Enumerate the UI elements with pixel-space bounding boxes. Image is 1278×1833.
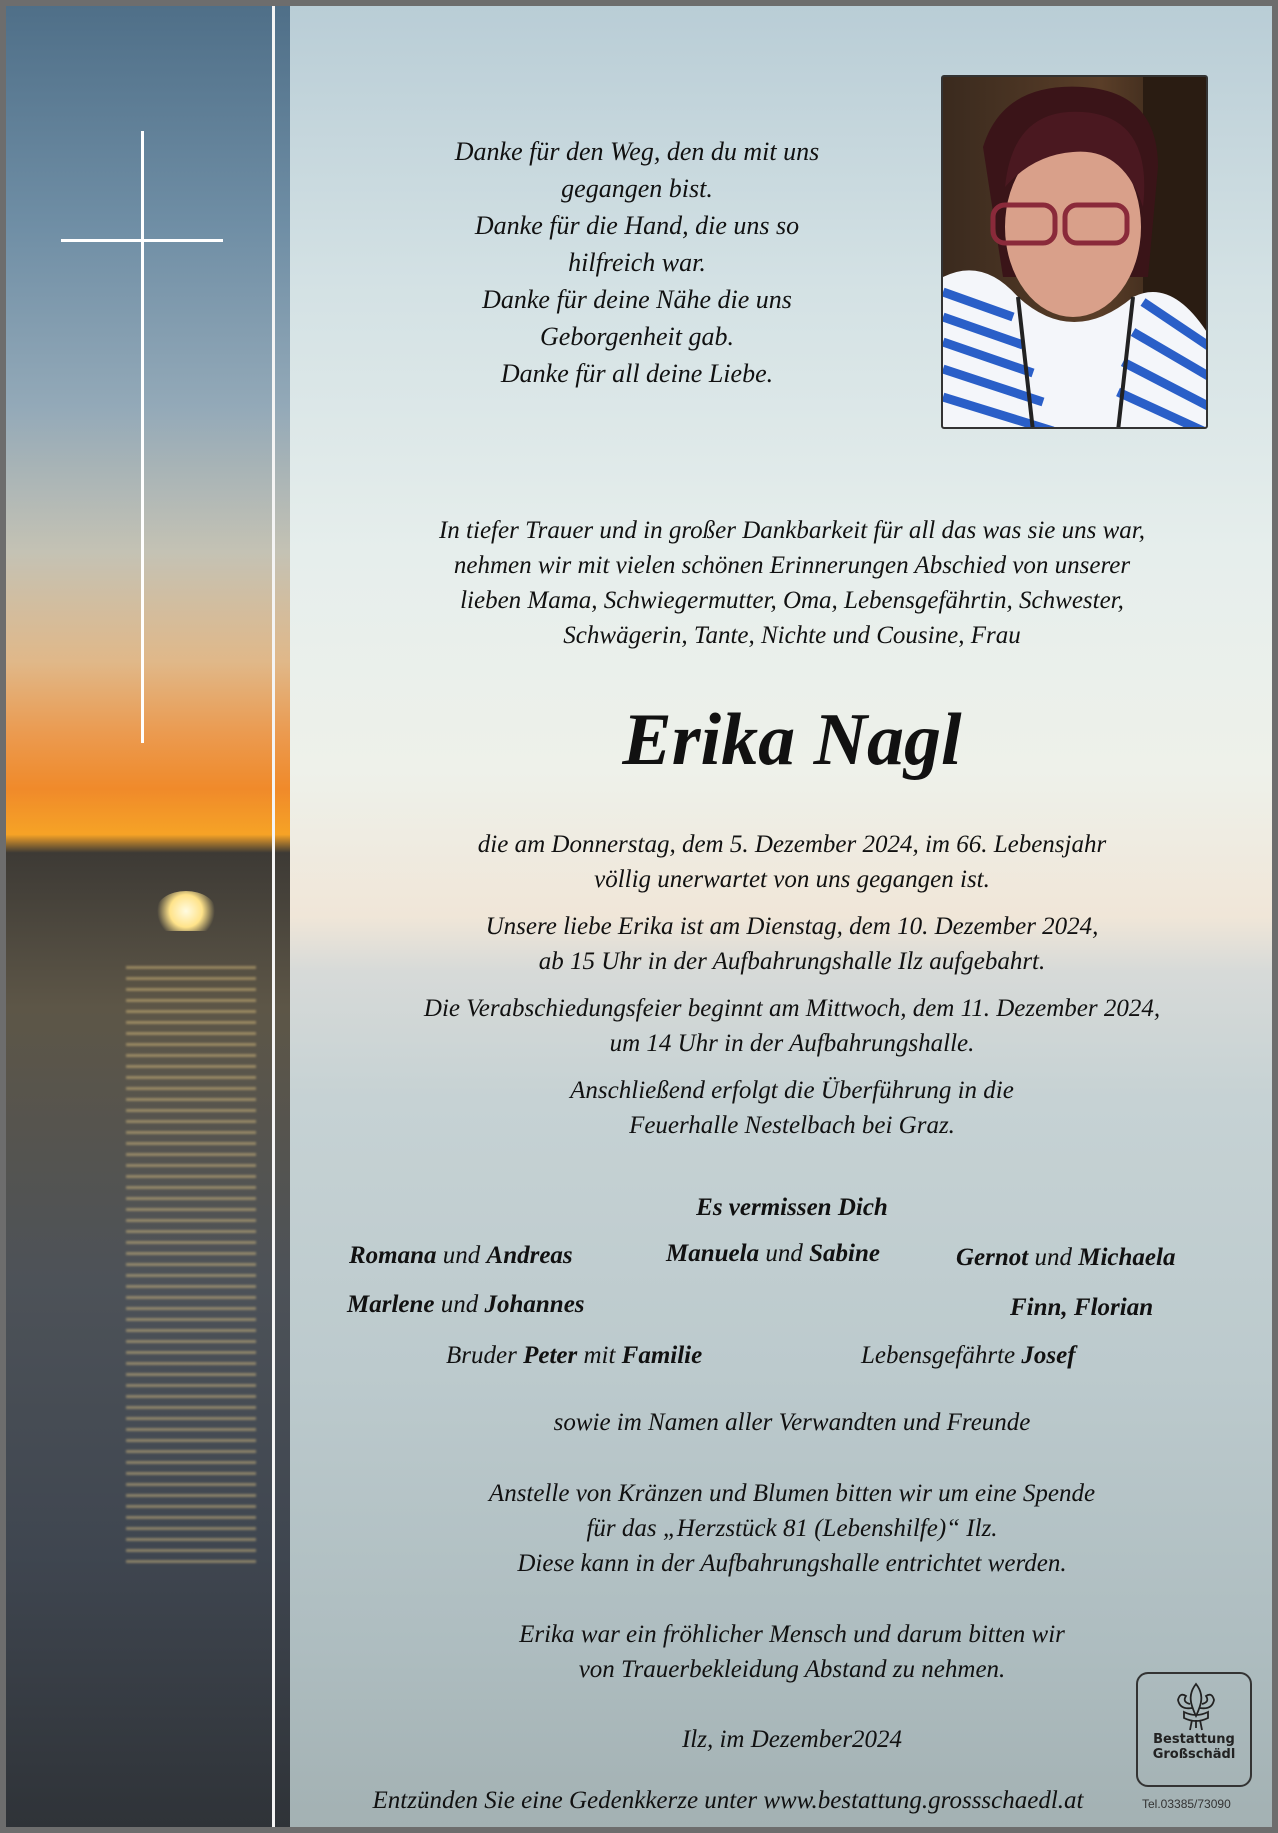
intro-line: lieben Mama, Schwiegermutter, Oma, Lebensgefährtin, Schwester,: [460, 587, 1124, 614]
intro-line: nehmen wir mit vielen schönen Erinnerungen Abschied von unserer: [453, 552, 1131, 579]
mourner-name: Gernot: [956, 1244, 1029, 1271]
mourner-name: Manuela: [666, 1240, 760, 1267]
transfer-details: [570, 1073, 1014, 1143]
logo-text: Bestattung: [1153, 1732, 1235, 1747]
details-line: die am Donnerstag, dem 5. Dezember 2024, im 66. Lebensjahr: [477, 831, 1107, 858]
mourner-name: Michaela: [1078, 1244, 1176, 1271]
request-line: Erika war ein fröhlicher Mensch und darum bitten wir: [519, 1621, 1065, 1648]
attire-request: [519, 1617, 1065, 1687]
conjunction: und: [1034, 1244, 1072, 1271]
mourner-name: Sabine: [809, 1240, 880, 1267]
mourner-name: Romana: [349, 1242, 437, 1269]
mourner-name: Marlene: [347, 1291, 435, 1318]
details-line: Die Verabschiedungsfeier beginnt am Mittwoch, dem 11. Dezember 2024,: [423, 995, 1161, 1022]
donation-line: Diese kann in der Aufbahrungshalle entrichtet werden.: [517, 1550, 1067, 1577]
viewing-details: [486, 909, 1099, 979]
mourner-pair: [666, 1240, 880, 1268]
details-line: Feuerhalle Nestelbach bei Graz.: [629, 1112, 955, 1139]
mourners-heading: Es vermissen Dich: [696, 1194, 888, 1221]
phone-number: Tel.03385/73090: [1142, 1797, 1231, 1811]
sun-reflection: [126, 966, 256, 1566]
place-date: Ilz, im Dezember2024: [681, 1726, 903, 1753]
details-line: ab 15 Uhr in der Aufbahrungshalle Ilz aufgebahrt.: [538, 948, 1046, 975]
donation-request: [489, 1476, 1095, 1581]
conjunction: und: [765, 1240, 803, 1267]
sun: [156, 891, 216, 931]
fleur-de-lis-icon: [1174, 1682, 1218, 1732]
mourner-name: Familie: [621, 1342, 703, 1369]
conjunction: und: [440, 1291, 479, 1318]
intro-line: Schwägerin, Tante, Nichte und Cousine, Frau: [563, 622, 1021, 649]
mourner-pair: [347, 1291, 585, 1319]
cross-icon-vertical: [141, 131, 144, 743]
mourner-partner: [861, 1342, 1076, 1370]
mourner-brother: [446, 1342, 702, 1370]
details-line: Anschließend erfolgt die Überführung in die: [570, 1077, 1014, 1104]
death-details: [478, 827, 1106, 897]
mourner-name: Johannes: [484, 1291, 585, 1318]
details-line: Unsere liebe Erika ist am Dienstag, dem 10. Dezember 2024,: [485, 913, 1099, 940]
request-line: von Trauerbekleidung Abstand zu nehmen.: [578, 1656, 1006, 1683]
mourner-name: Andreas: [486, 1242, 573, 1269]
poem-line: gegangen bist.: [561, 174, 713, 203]
poem-line: Danke für deine Nähe die uns: [482, 285, 792, 314]
details-line: um 14 Uhr in der Aufbahrungshalle.: [609, 1030, 975, 1057]
logo-text: Großschädl: [1152, 1747, 1236, 1762]
deceased-name: Erika Nagl: [622, 699, 962, 781]
conjunction: und: [442, 1242, 481, 1269]
ceremony-details: [424, 991, 1160, 1061]
poem-line: hilfreich war.: [568, 248, 706, 277]
funeral-home-logo: [1136, 1672, 1252, 1787]
relatives-line: sowie im Namen aller Verwandten und Freunde: [553, 1409, 1031, 1436]
relation: Bruder: [446, 1342, 517, 1369]
poem-line: Danke für all deine Liebe.: [500, 359, 774, 388]
sunset-side-image: [6, 6, 290, 1827]
mourner-name: Peter: [523, 1342, 578, 1369]
donation-line: Anstelle von Kränzen und Blumen bitten wir um eine Spende: [488, 1480, 1096, 1507]
mourner-grandchildren: Finn, Florian: [1010, 1294, 1154, 1321]
mourner-name: Josef: [1021, 1342, 1076, 1369]
donation-line: für das „Herzstück 81 (Lebenshilfe)“ Ilz.: [586, 1515, 998, 1542]
relation: Lebensgefährte: [861, 1342, 1016, 1369]
intro-line: In tiefer Trauer und in großer Dankbarkeit für all das was sie uns war,: [438, 517, 1146, 544]
conjunction: mit: [583, 1342, 616, 1369]
poem-line: Geborgenheit gab.: [540, 322, 734, 351]
poem: [455, 133, 819, 392]
cross-icon-horizontal: [61, 239, 223, 242]
poem-line: Danke für die Hand, die uns so: [474, 211, 800, 240]
poem-line: Danke für den Weg, den du mit uns: [454, 137, 820, 166]
mourner-pair: [349, 1242, 573, 1270]
memorial-candle-link[interactable]: Entzünden Sie eine Gedenkkerze unter www.bestattung.grossschaedl.at: [372, 1787, 1084, 1814]
divider-line: [272, 6, 275, 1827]
intro-text: [439, 513, 1145, 653]
mourner-pair: [956, 1244, 1175, 1272]
details-line: völlig unerwartet von uns gegangen ist.: [594, 866, 990, 893]
portrait-photo: [941, 75, 1208, 429]
